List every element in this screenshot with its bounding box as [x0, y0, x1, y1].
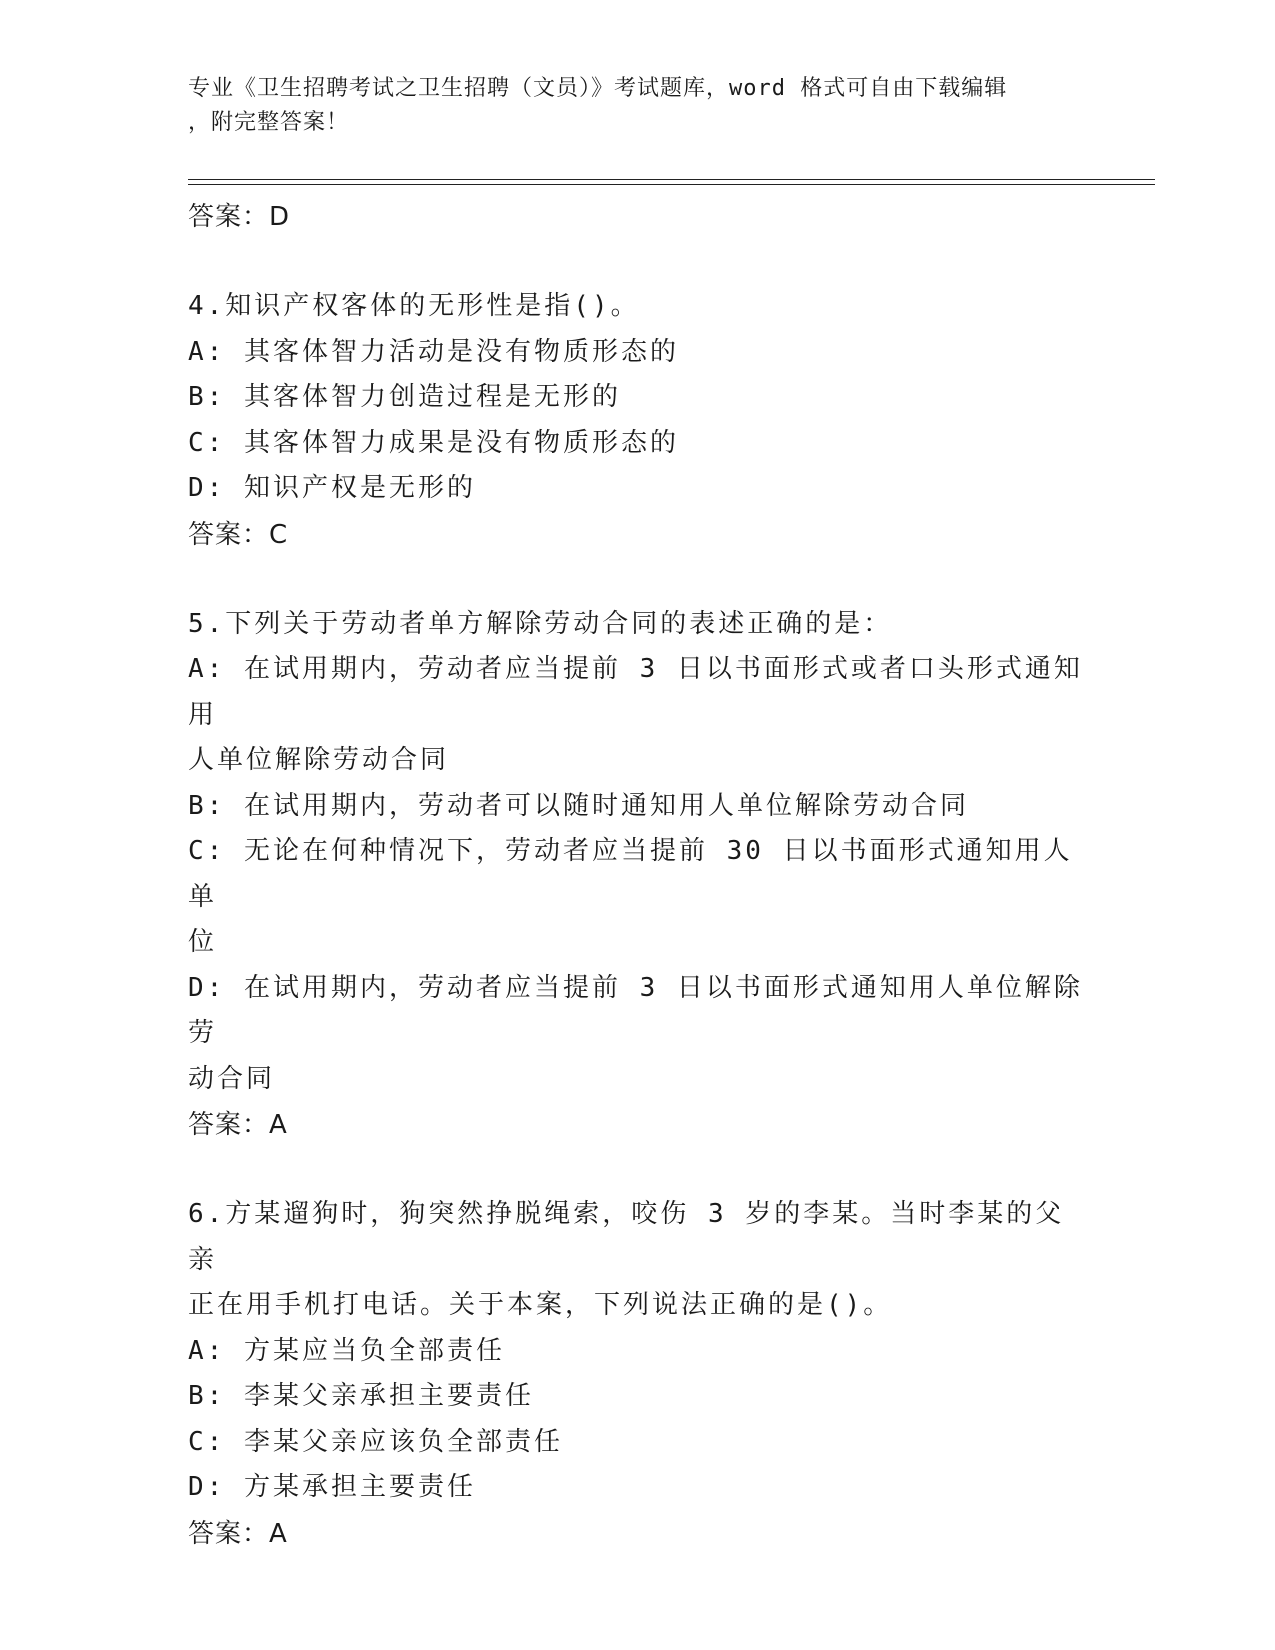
- question-5: [188, 602, 1088, 1149]
- option-d: D: 知识产权是无形的: [188, 473, 476, 503]
- question-answer: 答案：A: [188, 1518, 288, 1549]
- question-answer: 答案：A: [188, 1110, 288, 1140]
- question-6: [188, 1192, 1088, 1557]
- option-a: A: 方某应当负全部责任: [188, 1335, 505, 1366]
- header-divider-top: [188, 179, 1155, 180]
- question-stem-line-continued: 正在用手机打电话。关于本案，下列说法正确的是()。: [188, 1290, 893, 1320]
- question-stem-line: 6.方某遛狗时，狗突然挣脱绳索，咬伤 3 岁的李某。当时李某的父亲: [188, 1199, 1065, 1275]
- option-c-continued: 位: [188, 927, 218, 957]
- document-header: [188, 72, 1068, 140]
- option-c: C: 其客体智力成果是没有物质形态的: [188, 427, 679, 458]
- option-d: D: 在试用期内，劳动者应当提前 3 日以书面形式通知用人单位解除劳: [188, 972, 1083, 1048]
- option-c: C: 无论在何种情况下，劳动者应当提前 30 日以书面形式通知用人单: [188, 836, 1073, 912]
- option-d: D: 方某承担主要责任: [188, 1472, 476, 1502]
- option-a: A: 在试用期内，劳动者应当提前 3 日以书面形式或者口头形式通知用: [188, 654, 1083, 730]
- previous-answer: 答案：D: [188, 202, 291, 232]
- question-stem-line: 5.下列关于劳动者单方解除劳动合同的表述正确的是：: [188, 608, 893, 639]
- header-line-2: ，附完整答案！: [188, 110, 350, 135]
- option-b: B: 其客体智力创造过程是无形的: [188, 382, 621, 412]
- option-a: A: 其客体智力活动是没有物质形态的: [188, 336, 679, 367]
- question-4: [188, 284, 1088, 558]
- option-d-continued: 动合同: [188, 1063, 276, 1094]
- option-b: B: 李某父亲承担主要责任: [188, 1381, 534, 1411]
- question-answer: 答案：C: [188, 519, 289, 550]
- header-line-1: 专业《卫生招聘考试之卫生招聘（文员）》考试题库，word 格式可自由下载编辑: [188, 76, 1008, 101]
- question-stem-line: 4.知识产权客体的无形性是指()。: [188, 291, 640, 321]
- document-body: [188, 190, 1088, 1557]
- option-a-continued: 人单位解除劳动合同: [188, 745, 450, 775]
- header-divider-bottom: [188, 184, 1155, 185]
- option-b: B: 在试用期内，劳动者可以随时通知用人单位解除劳动合同: [188, 790, 969, 821]
- option-c: C: 李某父亲应该负全部责任: [188, 1426, 563, 1457]
